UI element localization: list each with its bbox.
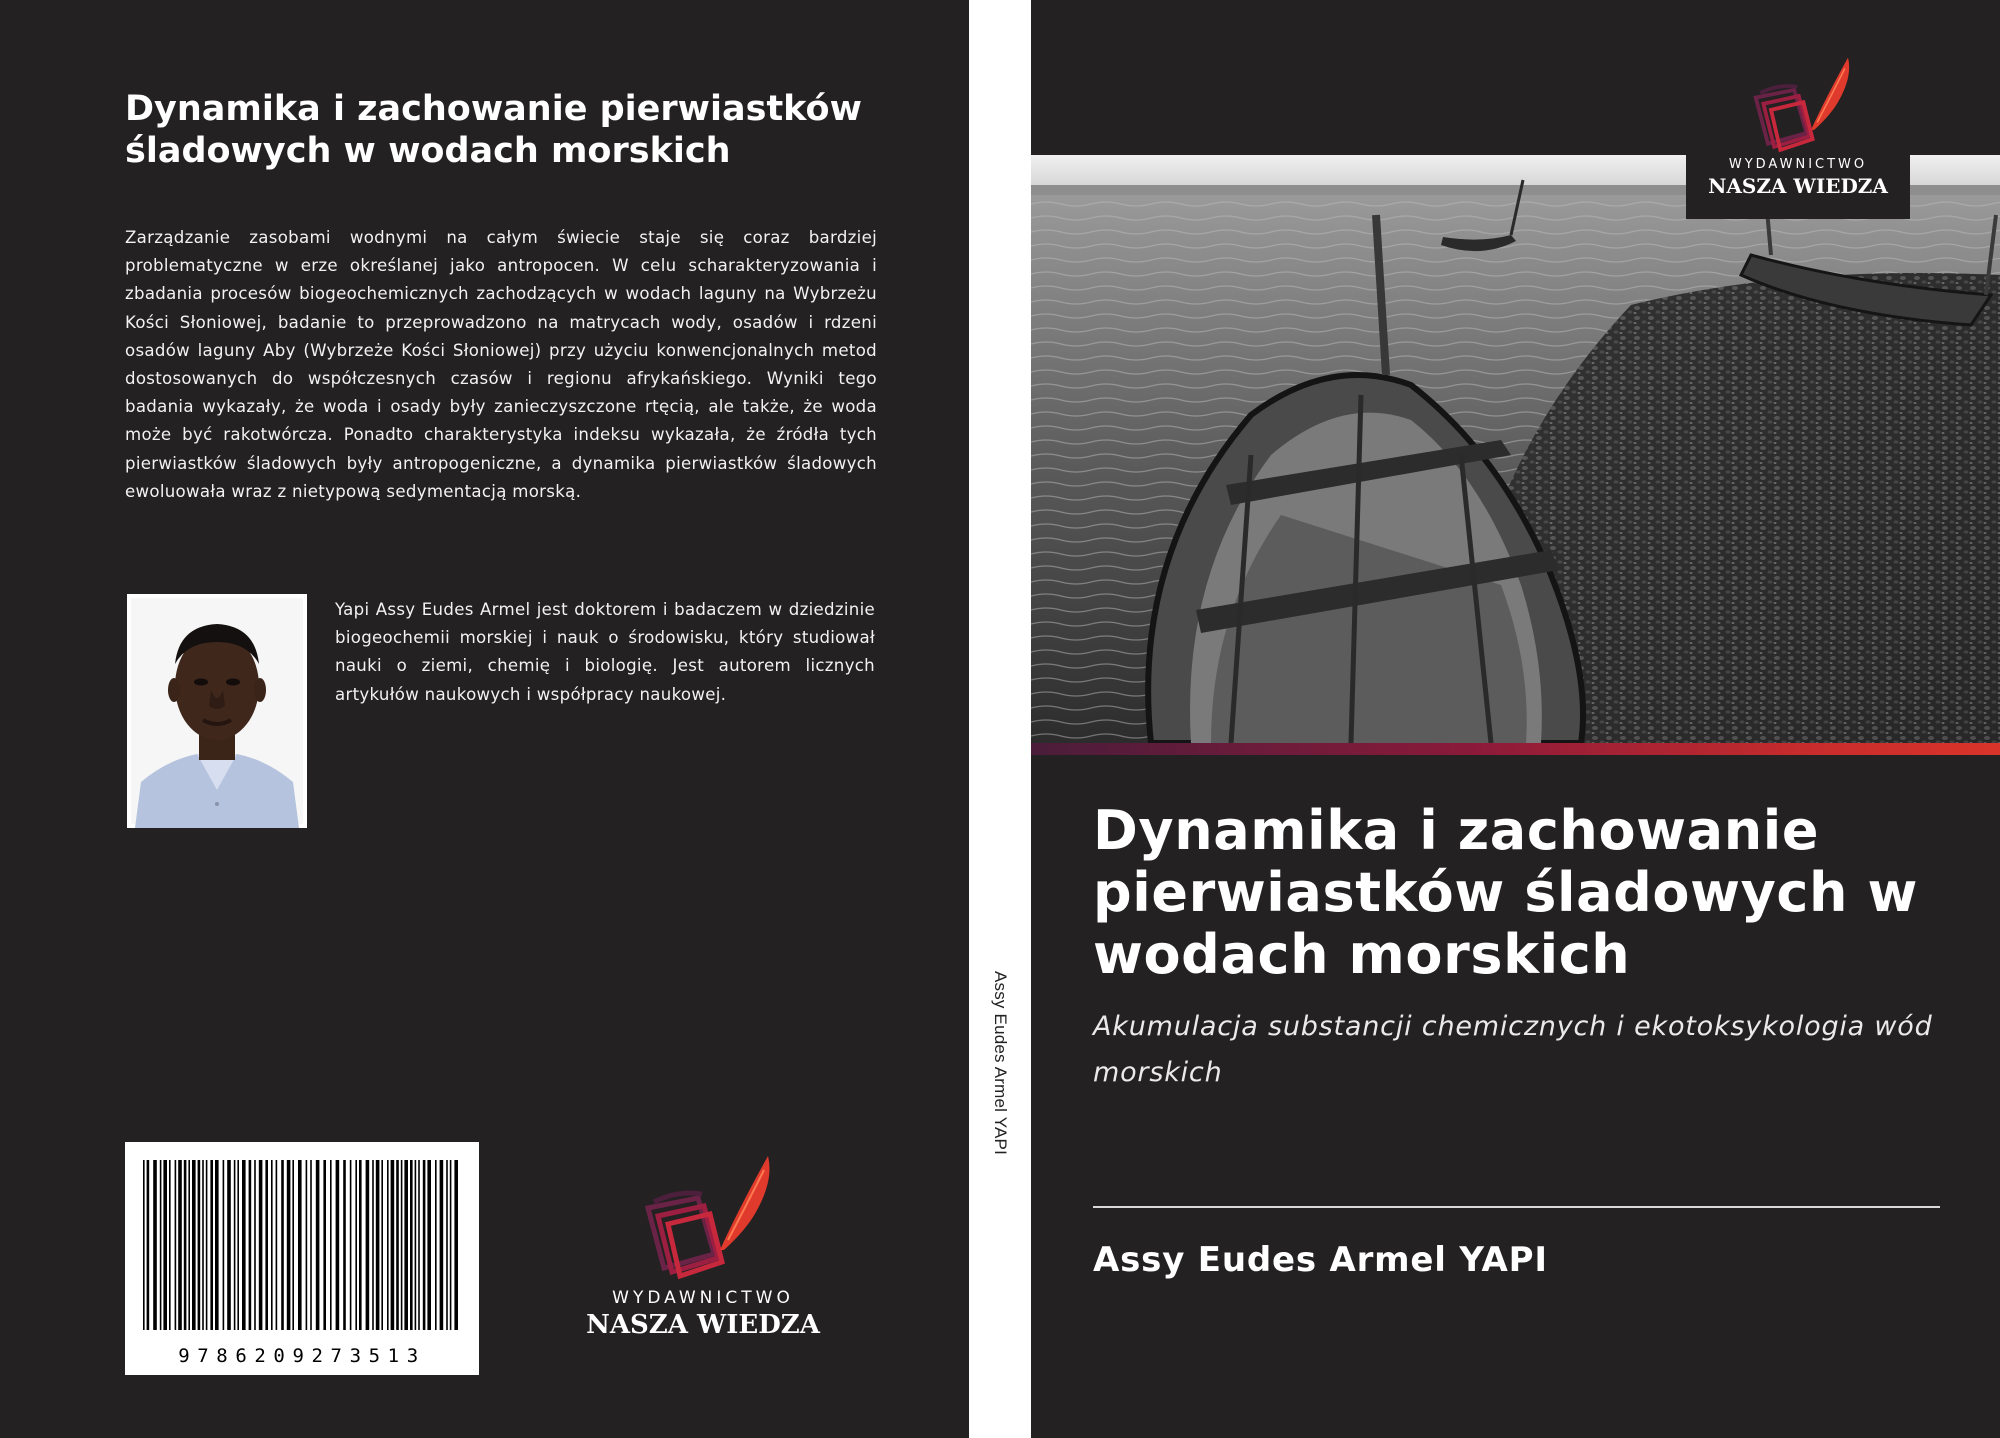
barcode-bar bbox=[237, 1160, 239, 1330]
spine bbox=[969, 0, 1031, 1438]
barcode-bar bbox=[223, 1160, 225, 1330]
publisher-book-quill-icon bbox=[628, 1150, 778, 1280]
barcode-bar bbox=[387, 1160, 389, 1330]
barcode-bar bbox=[404, 1160, 408, 1330]
barcode-bar bbox=[423, 1160, 426, 1330]
barcode-bar bbox=[343, 1160, 346, 1330]
barcode-bar bbox=[446, 1160, 448, 1330]
spine-author: Assy Eudes Armel YAPI bbox=[991, 970, 1010, 1156]
barcode-bar bbox=[163, 1160, 167, 1330]
barcode-bar bbox=[372, 1160, 374, 1330]
barcode-bar bbox=[254, 1160, 256, 1330]
barcode-bar bbox=[227, 1160, 231, 1330]
barcode-bar bbox=[147, 1160, 150, 1330]
publisher-name-line1: WYDAWNICTWO bbox=[1728, 157, 1868, 172]
barcode-bar bbox=[306, 1160, 308, 1330]
barcode-bar bbox=[310, 1160, 312, 1330]
front-cover-author: Assy Eudes Armel YAPI bbox=[1093, 1240, 1548, 1280]
barcode-bar bbox=[366, 1160, 370, 1330]
barcode-bar bbox=[376, 1160, 380, 1330]
barcode-bar bbox=[215, 1160, 219, 1330]
author-photo bbox=[127, 594, 307, 828]
barcode-bar bbox=[184, 1160, 187, 1330]
barcode-bar bbox=[454, 1160, 458, 1330]
barcode-bar bbox=[427, 1160, 431, 1330]
barcode-bar bbox=[355, 1160, 357, 1330]
barcode-bar bbox=[323, 1160, 326, 1330]
barcode-bar bbox=[175, 1160, 177, 1330]
barcode-bar bbox=[415, 1160, 417, 1330]
barcode-bar bbox=[210, 1160, 213, 1330]
barcode-bar bbox=[259, 1160, 263, 1330]
barcode-bar bbox=[202, 1160, 204, 1330]
barcode-bar bbox=[206, 1160, 208, 1330]
barcode-bar bbox=[450, 1160, 452, 1330]
cover-photo-boats bbox=[1031, 155, 2000, 743]
barcode-bar bbox=[281, 1160, 284, 1330]
barcode-bar bbox=[350, 1160, 352, 1330]
title-divider bbox=[1093, 1206, 1940, 1208]
barcode-bar bbox=[198, 1160, 201, 1330]
isbn-barcode bbox=[125, 1142, 479, 1375]
barcode-bar bbox=[298, 1160, 302, 1330]
barcode-bar bbox=[287, 1160, 291, 1330]
barcode-bar bbox=[391, 1160, 395, 1330]
accent-stripe bbox=[1031, 743, 2000, 755]
barcode-bar bbox=[249, 1160, 252, 1330]
back-cover-title: Dynamika i zachowanie pierwiastków śladowych w wodach morskich bbox=[125, 89, 862, 171]
barcode-bar bbox=[435, 1160, 437, 1330]
front-cover-subtitle: Akumulacja substancji chemicznych i ekotoksykologia wód morskich bbox=[1093, 1011, 1933, 1088]
publisher-name-line2: NASZA WIEDZA bbox=[586, 1310, 820, 1340]
barcode-bar bbox=[316, 1160, 320, 1330]
barcode-bar bbox=[276, 1160, 278, 1330]
barcode-bar bbox=[242, 1160, 246, 1330]
barcode-bar bbox=[271, 1160, 273, 1330]
back-publisher-logo bbox=[573, 1150, 833, 1340]
barcode-bar bbox=[396, 1160, 399, 1330]
back-cover-blurb: Zarządzanie zasobami wodnymi na całym świecie staje się coraz bardziej problematyczne w erze określanej jako antropocen. W celu scharakteryzowania i zbadania procesów biogeochemicznych zachodzących w wodach laguny na Wybrzeżu Kości Słoniowej, badanie to przeprowadzono na matrycach wody, osadów i rdzeni osadów laguny Aby (Wybrzeże Kości Słoniowej) przy użyciu konwencjonalnych metod dostosowanych do współczesnych czasów i regionu afrykańskiego. Wyniki tego badania wykazały, że woda i osady były zanieczyszczone rtęcią, ale także, że woda może być rakotwórcza. Ponadto charakterystyka indeksu wykazała, że źródła tych pierwiastków śladowych były antropogeniczne, a dynamika pierwiastków śladowych ewoluowała wraz z nietypową sedymentacją morską. bbox=[125, 228, 877, 501]
publisher-name-line2: NASZA WIEDZA bbox=[1708, 174, 1888, 198]
barcode-bar bbox=[292, 1160, 294, 1330]
barcode-bar bbox=[440, 1160, 444, 1330]
barcode-bar bbox=[160, 1160, 162, 1330]
publisher-book-quill-icon bbox=[1738, 53, 1858, 153]
barcode-bar bbox=[381, 1160, 383, 1330]
barcode-bar bbox=[192, 1160, 196, 1330]
barcode-bar bbox=[330, 1160, 332, 1330]
barcode-bar bbox=[410, 1160, 413, 1330]
barcode-bar bbox=[265, 1160, 268, 1330]
publisher-name-line1: WYDAWNICTWO bbox=[612, 1288, 794, 1308]
front-cover bbox=[1031, 0, 2000, 1438]
back-cover bbox=[0, 0, 969, 1438]
barcode-bar bbox=[143, 1160, 145, 1330]
barcode-bar bbox=[401, 1160, 403, 1330]
front-cover-title: Dynamika i zachowanie pierwiastków śladowych w wodach morskich bbox=[1093, 799, 1918, 986]
barcode-bar bbox=[169, 1160, 171, 1330]
barcode-bar bbox=[188, 1160, 190, 1330]
barcode-bar bbox=[178, 1160, 182, 1330]
barcode-bar bbox=[418, 1160, 420, 1330]
barcode-bar bbox=[359, 1160, 362, 1330]
author-bio: Yapi Assy Eudes Armel jest doktorem i badaczem w dziedzinie biogeochemii morskiej i nauk o środowisku, który studiował nauki o ziemi, chemię i biologię. Jest autorem licznych artykułów naukowych i współpracy naukowej. bbox=[335, 600, 875, 704]
barcode-bar bbox=[234, 1160, 236, 1330]
barcode-bar bbox=[336, 1160, 340, 1330]
isbn-digits: 9786209273513 bbox=[178, 1345, 426, 1367]
front-publisher-logo bbox=[1686, 45, 1910, 219]
barcode-bar bbox=[153, 1160, 157, 1330]
